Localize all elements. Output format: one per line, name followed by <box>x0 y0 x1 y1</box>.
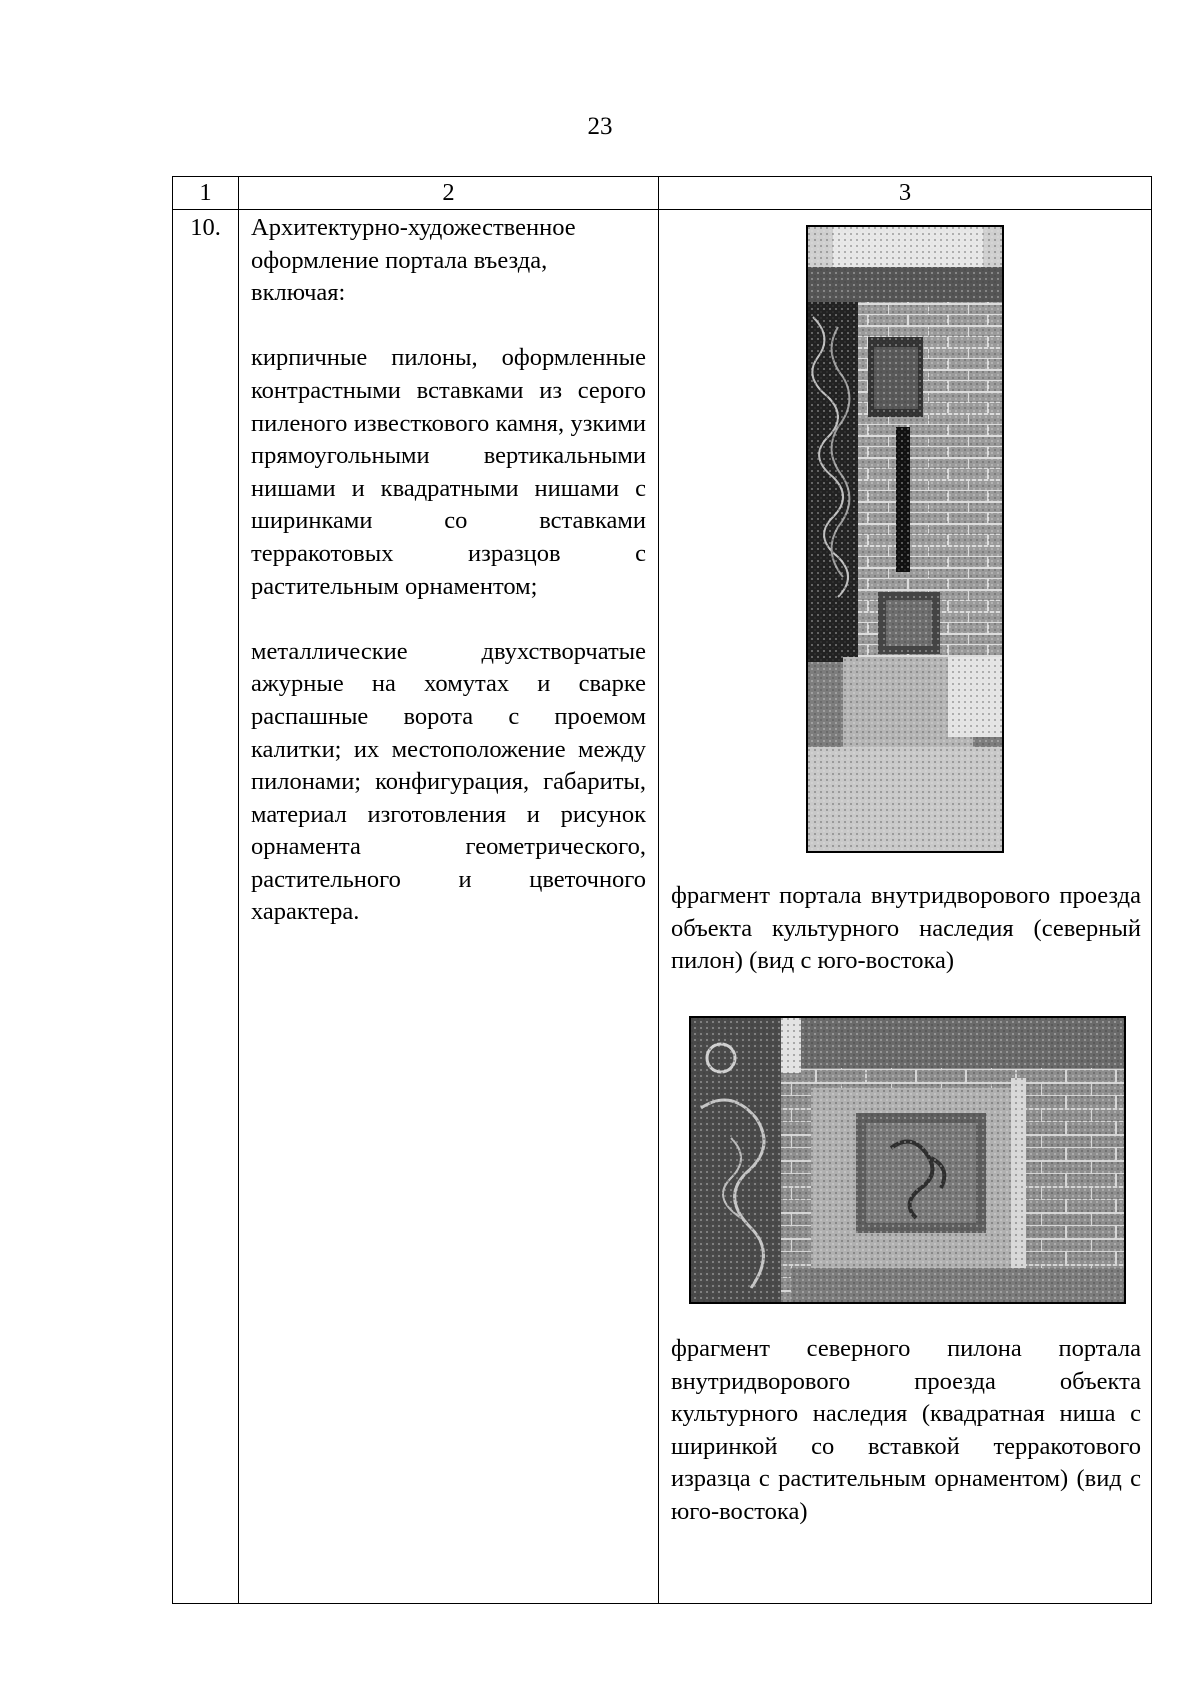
header-col-1: 1 <box>173 177 239 210</box>
header-col-2: 2 <box>239 177 659 210</box>
pylon-photo-caption: фрагмент портала внутридворового проезда объекта культурного наследия (северный пилон) (вид с юго-востока) <box>671 882 1141 975</box>
row-number: 10. <box>173 210 239 1604</box>
row-photos <box>659 210 1152 1604</box>
table-row <box>173 210 1152 1604</box>
description-gates: металлические двухстворчатые ажурные на хомутах и сварке распашные ворота с проемом калитки; их местоположение между пилонами; конфигурация, габариты, материал изготовления и рисунок орнамента геометрического, растительного и цветочного характера. <box>251 637 646 926</box>
description-intro: Архитектурно-художественное оформление портала въезда, включая: <box>251 214 576 307</box>
niche-photo-caption: фрагмент северного пилона портала внутридворового проезда объекта культурного наследия (квадратная ниша с ширинкой со вставкой терракотового изразца с растительным орнаментом) (вид с юго-востока) <box>671 1335 1141 1525</box>
pylon-photo <box>806 225 1004 853</box>
page-number: 23 <box>587 113 613 140</box>
heritage-table <box>172 176 1152 1604</box>
header-col-3: 3 <box>659 177 1152 210</box>
row-description <box>239 210 659 1604</box>
table-header-row <box>173 177 1152 210</box>
niche-photo <box>689 1016 1126 1304</box>
description-pylons: кирпичные пилоны, оформленные контрастными вставками из серого пиленого известкового камня, узкими прямоугольными вертикальными нишами и квадратными нишами с ширинками со вставками терракотовых изразцов с растительным орнаментом; <box>251 344 646 600</box>
